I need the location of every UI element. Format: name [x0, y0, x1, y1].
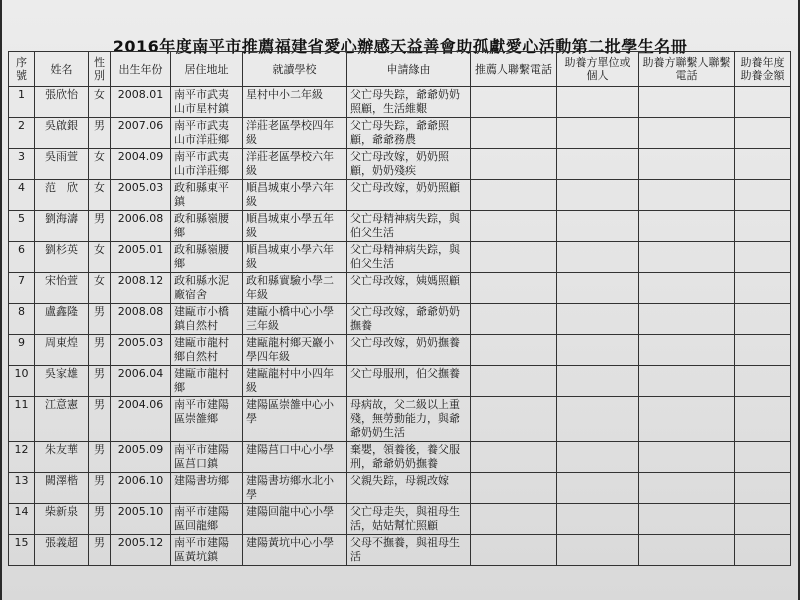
student-sex: 女 — [89, 242, 111, 273]
row-no: 11 — [9, 397, 35, 442]
header-reason: 申請緣由 — [347, 52, 471, 87]
sponsor-unit — [557, 335, 639, 366]
header-address: 居住地址 — [171, 52, 243, 87]
home-address: 建陽書坊鄉 — [171, 473, 243, 504]
student-sex: 男 — [89, 366, 111, 397]
student-name: 朱友華 — [35, 442, 89, 473]
row-no: 12 — [9, 442, 35, 473]
student-sex: 男 — [89, 118, 111, 149]
home-address: 南平市建陽區莒口鎮 — [171, 442, 243, 473]
application-reason: 母病故，父二級以上重殘，無勞動能力，與爺爺奶奶生活 — [347, 397, 471, 442]
birth-year: 2005.03 — [111, 335, 171, 366]
document-title: 2016年度南平市推薦福建省愛心辦感天益善會助孤獻愛心活動第二批學生名冊 — [112, 37, 688, 56]
student-sex: 男 — [89, 442, 111, 473]
header-amount: 助養年度助養金額 — [735, 52, 791, 87]
row-no: 6 — [9, 242, 35, 273]
row-no: 4 — [9, 180, 35, 211]
student-name: 江意憲 — [35, 397, 89, 442]
student-sex: 女 — [89, 149, 111, 180]
referrer-contact — [471, 118, 557, 149]
home-address: 南平市武夷山市星村鎮 — [171, 87, 243, 118]
row-no: 5 — [9, 211, 35, 242]
birth-year: 2007.06 — [111, 118, 171, 149]
referrer-contact — [471, 87, 557, 118]
row-no: 7 — [9, 273, 35, 304]
student-sex: 男 — [89, 335, 111, 366]
header-school: 就讀學校 — [243, 52, 347, 87]
referrer-contact — [471, 366, 557, 397]
referrer-contact — [471, 180, 557, 211]
row-no: 9 — [9, 335, 35, 366]
sponsor-amount — [735, 335, 791, 366]
student-sex: 男 — [89, 304, 111, 335]
application-reason: 父亡母改嫁，奶奶撫養 — [347, 335, 471, 366]
row-no: 2 — [9, 118, 35, 149]
sponsor-contact — [639, 473, 735, 504]
school: 建陽區崇雒中心小學 — [243, 397, 347, 442]
birth-year: 2005.12 — [111, 535, 171, 566]
header-referrer: 推薦人聯繫電話 — [471, 52, 557, 87]
row-no: 14 — [9, 504, 35, 535]
table-row — [9, 87, 791, 118]
sponsor-amount — [735, 473, 791, 504]
school: 建甌小橋中心小學三年級 — [243, 304, 347, 335]
student-name: 吳雨萱 — [35, 149, 89, 180]
table-row — [9, 366, 791, 397]
sponsor-unit — [557, 118, 639, 149]
home-address: 南平市建陽區崇雒鄉 — [171, 397, 243, 442]
school: 建陽黃坑中心小學 — [243, 535, 347, 566]
application-reason: 父亡母失踪，爺爺照顧，爺爺務農 — [347, 118, 471, 149]
referrer-contact — [471, 504, 557, 535]
application-reason: 父亡母改嫁，爺爺奶奶撫養 — [347, 304, 471, 335]
row-no: 13 — [9, 473, 35, 504]
birth-year: 2006.08 — [111, 211, 171, 242]
student-name: 盧鑫隆 — [35, 304, 89, 335]
sponsor-unit — [557, 180, 639, 211]
school: 順昌城東小學五年級 — [243, 211, 347, 242]
referrer-contact — [471, 149, 557, 180]
table-row — [9, 504, 791, 535]
row-no: 1 — [9, 87, 35, 118]
sponsor-unit — [557, 87, 639, 118]
table-row — [9, 397, 791, 442]
school: 建陽回龍中心小學 — [243, 504, 347, 535]
header-sex: 性別 — [89, 52, 111, 87]
sponsor-amount — [735, 211, 791, 242]
home-address: 南平市武夷山市洋莊鄉 — [171, 118, 243, 149]
sponsor-contact — [639, 397, 735, 442]
referrer-contact — [471, 211, 557, 242]
application-reason: 父亡母精神病失踪，與伯父生活 — [347, 242, 471, 273]
header-name: 姓名 — [35, 52, 89, 87]
home-address: 政和縣水泥廠宿舍 — [171, 273, 243, 304]
application-reason: 父亡母走失，與祖母生活，姑姑幫忙照顧 — [347, 504, 471, 535]
birth-year: 2008.12 — [111, 273, 171, 304]
student-name: 劉杉英 — [35, 242, 89, 273]
table-row — [9, 304, 791, 335]
table-row — [9, 242, 791, 273]
referrer-contact — [471, 535, 557, 566]
sponsor-contact — [639, 211, 735, 242]
table-row — [9, 211, 791, 242]
sponsor-unit — [557, 504, 639, 535]
student-sex: 男 — [89, 397, 111, 442]
home-address: 建甌市小橋鎮自然村 — [171, 304, 243, 335]
sponsor-amount — [735, 118, 791, 149]
application-reason: 父亡母服刑，伯父撫養 — [347, 366, 471, 397]
birth-year: 2004.06 — [111, 397, 171, 442]
sponsor-contact — [639, 535, 735, 566]
school: 順昌城東小學六年級 — [243, 242, 347, 273]
sponsor-contact — [639, 273, 735, 304]
sponsor-contact — [639, 504, 735, 535]
student-name: 張欣怡 — [35, 87, 89, 118]
birth-year: 2008.01 — [111, 87, 171, 118]
referrer-contact — [471, 335, 557, 366]
row-no: 8 — [9, 304, 35, 335]
student-roster-table — [8, 51, 791, 566]
table-row — [9, 273, 791, 304]
sponsor-amount — [735, 366, 791, 397]
student-sex: 男 — [89, 504, 111, 535]
student-sex: 女 — [89, 273, 111, 304]
row-no: 15 — [9, 535, 35, 566]
application-reason: 父亡母失踪，爺爺奶奶照顧，生活維艱 — [347, 87, 471, 118]
student-name: 張義超 — [35, 535, 89, 566]
application-reason: 父母不撫養，與祖母生活 — [347, 535, 471, 566]
student-sex: 男 — [89, 211, 111, 242]
application-reason: 父亡母精神病失踪，與伯父生活 — [347, 211, 471, 242]
school: 政和縣實驗小學二年級 — [243, 273, 347, 304]
sponsor-unit — [557, 473, 639, 504]
table-row — [9, 473, 791, 504]
sponsor-unit — [557, 149, 639, 180]
sponsor-amount — [735, 304, 791, 335]
sponsor-amount — [735, 242, 791, 273]
birth-year: 2005.01 — [111, 242, 171, 273]
sponsor-contact — [639, 149, 735, 180]
header-sponsor-contact: 助養方聯繫人聯繫電話 — [639, 52, 735, 87]
header-birth: 出生年份 — [111, 52, 171, 87]
student-name: 吳啟銀 — [35, 118, 89, 149]
home-address: 南平市建陽區黃坑鎮 — [171, 535, 243, 566]
application-reason: 父親失踪，母親改嫁 — [347, 473, 471, 504]
sponsor-amount — [735, 180, 791, 211]
birth-year: 2006.10 — [111, 473, 171, 504]
school: 建甌龍村鄉天巖小學四年級 — [243, 335, 347, 366]
home-address: 政和縣嶺腰鄉 — [171, 211, 243, 242]
sponsor-unit — [557, 366, 639, 397]
sponsor-contact — [639, 304, 735, 335]
student-name: 周東煌 — [35, 335, 89, 366]
row-no: 10 — [9, 366, 35, 397]
home-address: 建甌市龍村鄉自然村 — [171, 335, 243, 366]
referrer-contact — [471, 242, 557, 273]
student-name: 闕澤楷 — [35, 473, 89, 504]
application-reason: 棄嬰，領養後，養父服刑，爺爺奶奶撫養 — [347, 442, 471, 473]
table-row — [9, 535, 791, 566]
sponsor-amount — [735, 442, 791, 473]
application-reason: 父亡母改嫁，奶奶照顧 — [347, 180, 471, 211]
school: 建陽書坊鄉水北小學 — [243, 473, 347, 504]
school: 星村中小二年級 — [243, 87, 347, 118]
sponsor-contact — [639, 366, 735, 397]
home-address: 政和縣東平鎮 — [171, 180, 243, 211]
sponsor-amount — [735, 87, 791, 118]
table-row — [9, 335, 791, 366]
referrer-contact — [471, 397, 557, 442]
sponsor-unit — [557, 397, 639, 442]
birth-year: 2008.08 — [111, 304, 171, 335]
student-name: 范 欣 — [35, 180, 89, 211]
sponsor-amount — [735, 397, 791, 442]
birth-year: 2005.03 — [111, 180, 171, 211]
school: 順昌城東小學六年級 — [243, 180, 347, 211]
student-sex: 男 — [89, 535, 111, 566]
student-name: 柴新泉 — [35, 504, 89, 535]
home-address: 建甌市龍村鄉 — [171, 366, 243, 397]
table-header-row — [9, 52, 791, 87]
school: 建陽莒口中心小學 — [243, 442, 347, 473]
sponsor-amount — [735, 149, 791, 180]
table-row — [9, 118, 791, 149]
table-row — [9, 149, 791, 180]
birth-year: 2004.09 — [111, 149, 171, 180]
header-sponsor-unit: 助養方單位或個人 — [557, 52, 639, 87]
sponsor-contact — [639, 180, 735, 211]
application-reason: 父亡母改嫁，姨媽照顧 — [347, 273, 471, 304]
home-address: 南平市建陽區回龍鄉 — [171, 504, 243, 535]
sponsor-unit — [557, 211, 639, 242]
sponsor-amount — [735, 273, 791, 304]
birth-year: 2006.04 — [111, 366, 171, 397]
birth-year: 2005.09 — [111, 442, 171, 473]
table-row — [9, 442, 791, 473]
header-no: 序號 — [9, 52, 35, 87]
sponsor-amount — [735, 504, 791, 535]
sponsor-unit — [557, 273, 639, 304]
sponsor-contact — [639, 335, 735, 366]
school: 洋莊老區學校六年級 — [243, 149, 347, 180]
student-name: 宋怡萱 — [35, 273, 89, 304]
sponsor-contact — [639, 242, 735, 273]
sponsor-contact — [639, 87, 735, 118]
table-row — [9, 180, 791, 211]
school: 洋莊老區學校四年級 — [243, 118, 347, 149]
school: 建甌龍村中小四年級 — [243, 366, 347, 397]
sponsor-unit — [557, 304, 639, 335]
student-name: 劉海濤 — [35, 211, 89, 242]
referrer-contact — [471, 304, 557, 335]
student-sex: 男 — [89, 473, 111, 504]
birth-year: 2005.10 — [111, 504, 171, 535]
referrer-contact — [471, 273, 557, 304]
sponsor-contact — [639, 118, 735, 149]
student-name: 吳家雄 — [35, 366, 89, 397]
sponsor-unit — [557, 535, 639, 566]
student-sex: 女 — [89, 180, 111, 211]
referrer-contact — [471, 442, 557, 473]
home-address: 政和縣嶺腰鄉 — [171, 242, 243, 273]
row-no: 3 — [9, 149, 35, 180]
home-address: 南平市武夷山市洋莊鄉 — [171, 149, 243, 180]
sponsor-amount — [735, 535, 791, 566]
sponsor-unit — [557, 442, 639, 473]
application-reason: 父亡母改嫁，奶奶照顧，奶奶殘疾 — [347, 149, 471, 180]
referrer-contact — [471, 473, 557, 504]
sponsor-contact — [639, 442, 735, 473]
student-sex: 女 — [89, 87, 111, 118]
sponsor-unit — [557, 242, 639, 273]
